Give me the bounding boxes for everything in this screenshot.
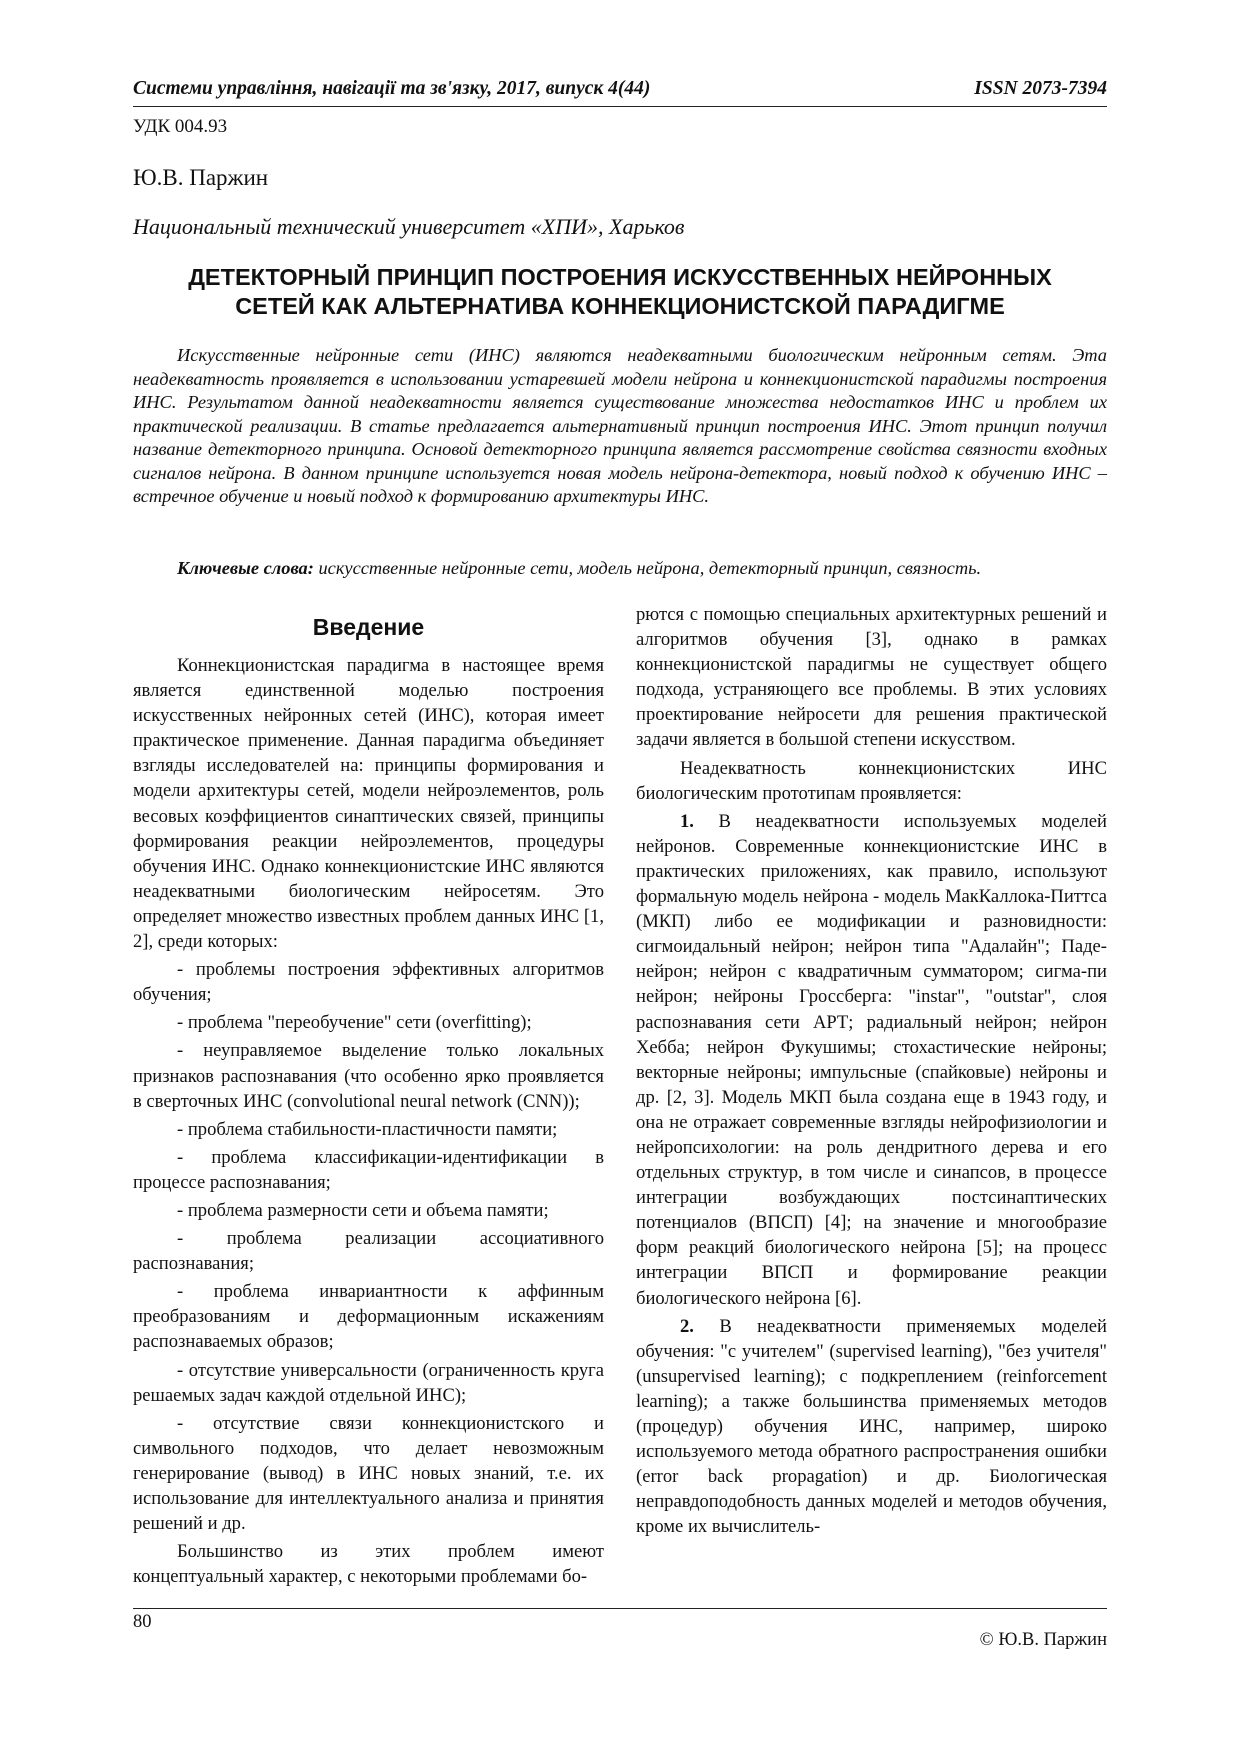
- list-item: - отсутствие универсальности (ограниченность круга решаемых задач каждой отдельной ИНС);: [133, 1359, 604, 1406]
- paragraph: Неадекватность коннекционистских ИНС биологическим прототипам проявляется:: [636, 757, 1107, 804]
- header-rule: [133, 106, 1107, 107]
- paragraph-text: В неадекватности используемых моделей нейронов. Современные коннекционистские ИНС в практических приложениях, как правило, используют формальную модель нейрона - модель МакКаллока-Питтса (МКП) либо ее модификации и разновидности: сигмоидальный нейрон; нейрон типа "Адалайн"; Паде-нейрон; нейрон с квадратичным сумматором; сигма-пи нейрон; нейроны Гроссберга: "instar", "outstar", слоя распознавания сети АРТ; радиальный нейрон; нейрон Хебба; нейрон Фукушимы; стохастические нейроны; векторные нейроны; импульсные (спайковые) нейроны и др. [2, 3]. Модель МКП была создана еще в 1943 году, и она не отражает современные взгляды нейрофизиологии и нейропсихологии: на роль дендритного дерева и его отдельных структур, в том числе и синапсов, в процессе интеграции возбуждающих постсинаптических потенциалов (ВПСП) [4]; на значение и многообразие форм реакций биологического нейрона [5]; на процесс интеграции ВПСП и формирование реакции биологического нейрона [6].: [636, 810, 1107, 1309]
- list-item: - отсутствие связи коннекционистского и символьного подходов, что делает невозможным генерирование (вывод) в ИНС новых знаний, т.е. их использование для интеллектуального анализа и принятия решений и др.: [133, 1412, 604, 1535]
- page-number: 80: [133, 1612, 152, 1632]
- udk-code: УДК 004.93: [133, 116, 228, 137]
- numbered-paragraph: [636, 1314, 1107, 1540]
- title-line-2: СЕТЕЙ КАК АЛЬТЕРНАТИВА КОННЕКЦИОНИСТСКОЙ ПАРАДИГМЕ: [235, 293, 1005, 319]
- keywords-label: Ключевые слова:: [177, 558, 314, 578]
- list-item: - проблема инвариантности к аффинным преобразованиям и деформационным искажениям распознаваемых образов;: [133, 1281, 604, 1353]
- paragraph: рются с помощью специальных архитектурных решений и алгоритмов обучения [3], однако в рамках коннекционистской парадигмы не существует общего подхода, устраняющего все проблемы. В этих условиях проектирование нейросети для решения практической задачи является в большой степени искусством.: [636, 604, 1107, 751]
- list-item: - проблемы построения эффективных алгоритмов обучения;: [133, 959, 604, 1006]
- list-item: - проблема реализации ассоциативного распознавания;: [133, 1228, 604, 1275]
- author-name: Ю.В. Паржин: [133, 165, 269, 190]
- section-title: Введение: [312, 614, 425, 640]
- item-number: 1.: [680, 810, 694, 832]
- numbered-paragraph: [636, 809, 1107, 1311]
- paragraph-text: В неадекватности применяемых моделей обучения: "с учителем" (supervised learning), "без учителя" (unsupervised learning); с подкреплением (reinforcement learning); а также большинства применяемых методов (процедур) обучения ИНС, например, широко используемого метода обратного распространения ошибки (error back propagation) и др. Биологическая неправдоподобность данных моделей и методов обучения, кроме их вычислитель-: [636, 1315, 1107, 1538]
- list-item: - проблема классификации-идентификации в процессе распознавания;: [133, 1146, 604, 1193]
- journal-title: Системи управління, навігації та зв'язку, 2017, випуск 4(44): [133, 78, 651, 99]
- paper-title: [133, 263, 1107, 321]
- right-column: [636, 602, 1107, 1542]
- keywords: [133, 557, 1107, 580]
- list-item: - проблема "переобучение" сети (overfitting);: [177, 1012, 532, 1034]
- copyright: © Ю.В. Паржин: [979, 1630, 1107, 1650]
- issn: ISSN 2073-7394: [974, 78, 1107, 99]
- footer-rule: [133, 1608, 1107, 1609]
- affiliation: Национальный технический университет «ХПИ», Харьков: [133, 214, 685, 239]
- title-line-1: ДЕТЕКТОРНЫЙ ПРИНЦИП ПОСТРОЕНИЯ ИСКУССТВЕННЫХ НЕЙРОННЫХ: [188, 264, 1052, 290]
- list-item: - неуправляемое выделение только локальных признаков распознавания (что особенно ярко проявляется в сверточных ИНС (convolutional neural network (CNN));: [133, 1040, 604, 1112]
- item-number: 2.: [680, 1315, 694, 1337]
- paragraph: Коннекционистская парадигма в настоящее время является единственной моделью построения искусственных нейронных сетей (ИНС), которая имеет практическое применение. Данная парадигма объединяет взгляды исследователей на: принципы формирования и модели архитектуры сетей, модели нейроэлементов, роль весовых коэффициентов синаптических связей, принципы формирования реакции нейроэлементов, процедуры обучения ИНС. Однако коннекционистские ИНС являются неадекватными биологическим нейросетям. Это определяет множество известных проблем данных ИНС [1, 2], среди которых:: [133, 655, 604, 953]
- list-item: - проблема размерности сети и объема памяти;: [177, 1199, 549, 1221]
- list-item: - проблема стабильности-пластичности памяти;: [177, 1118, 558, 1140]
- left-column: [133, 602, 604, 1592]
- running-header: [133, 78, 1107, 106]
- keywords-text: искусственные нейронные сети, модель нейрона, детекторный принцип, связность.: [313, 558, 982, 578]
- paragraph: Большинство из этих проблем имеют концептуальный характер, с некоторыми проблемами бо-: [133, 1541, 604, 1588]
- abstract: Искусственные нейронные сети (ИНС) являются неадекватными биологическим нейронным сетям. Эта неадекватность проявляется в использовании устаревшей модели нейрона и коннекционистской парадигмы построения ИНС. Результатом данной неадекватности является существование множества недостатков ИНС и проблем их практической реализации. В статье предлагается альтернативный принцип построения ИНС. Этот принцип получил название детекторного принципа. Основой детекторного принципа является рассмотрение свойства связности входных сигналов нейрона. В данном принципе используется новая модель нейрона-детектора, новый подход к обучению ИНС – встречное обучение и новый подход к формированию архитектуры ИНС.: [133, 345, 1107, 506]
